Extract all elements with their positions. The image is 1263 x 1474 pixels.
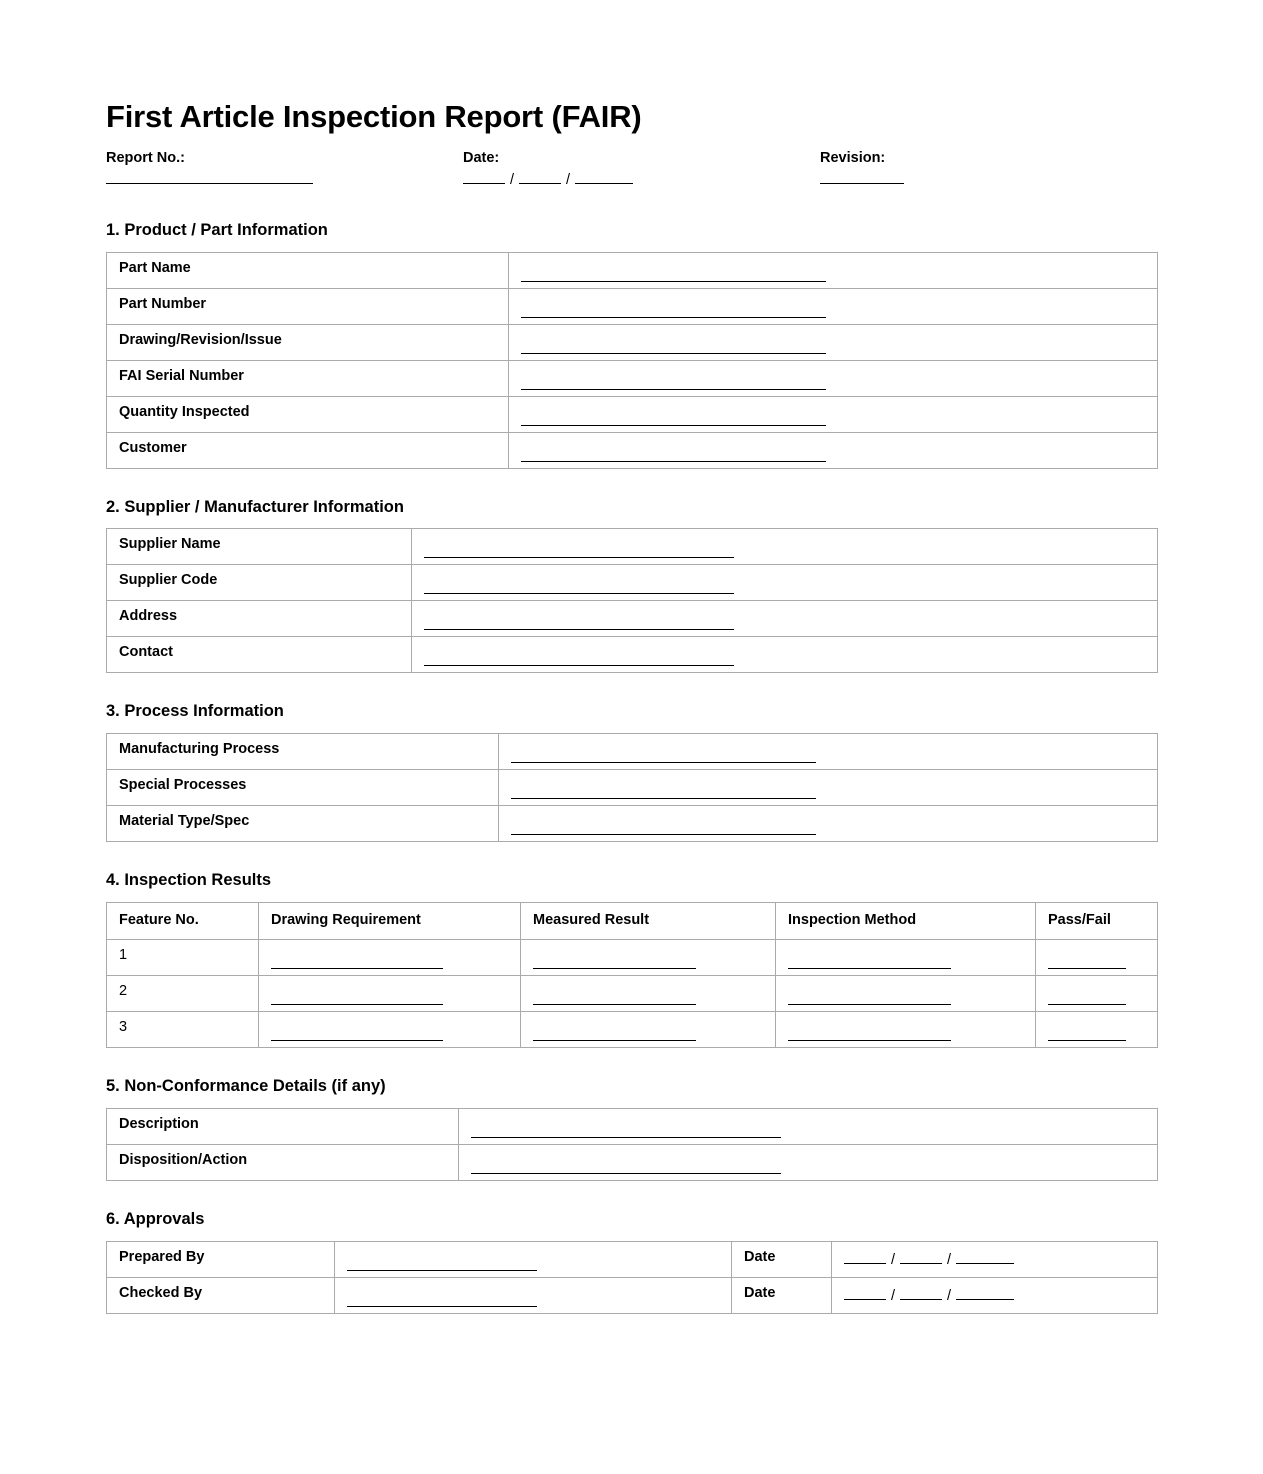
fill-in-line[interactable]: [533, 1004, 696, 1005]
fill-in-line[interactable]: [1048, 1004, 1126, 1005]
column-header-cell: [1036, 902, 1158, 939]
table-row: [107, 396, 1158, 432]
fill-in-line[interactable]: [521, 389, 826, 390]
fill-in-line[interactable]: [521, 353, 826, 354]
pass-fail-value[interactable]: [1036, 976, 1157, 1011]
measured-result-value[interactable]: [521, 940, 775, 975]
row-label: Address: [119, 608, 178, 625]
fill-in-line[interactable]: [788, 1004, 951, 1005]
drawing-requirement-cell[interactable]: [259, 975, 521, 1011]
row-label-cell: [107, 360, 509, 396]
section-heading-product-part-information: 1. Product / Part Information: [106, 220, 328, 239]
row-label-cell: [107, 770, 499, 806]
row-value[interactable]: [509, 253, 1157, 288]
feature-no-cell: [107, 1011, 259, 1047]
fill-in-line[interactable]: [424, 629, 734, 630]
fill-in-line[interactable]: [533, 968, 696, 969]
approver-signature-cell[interactable]: [335, 1241, 732, 1277]
table-product-part-information: [106, 252, 1158, 469]
fill-in-line[interactable]: [1048, 968, 1126, 969]
pass-fail-value[interactable]: [1036, 1012, 1157, 1047]
approver-role-cell: [107, 1277, 335, 1313]
row-value-cell[interactable]: [412, 565, 1158, 601]
row-label: Supplier Code: [119, 572, 218, 589]
row-value-cell[interactable]: [459, 1144, 1158, 1180]
row-value-cell[interactable]: [499, 734, 1158, 770]
row-value-cell[interactable]: [499, 806, 1158, 842]
row-value-cell[interactable]: [509, 288, 1158, 324]
fill-in-line[interactable]: [511, 798, 816, 799]
table-non-conformance-details: [106, 1108, 1158, 1181]
fill-in-line[interactable]: [521, 425, 826, 426]
section-heading-supplier-manufacturer-information: 2. Supplier / Manufacturer Information: [106, 497, 404, 516]
feature-no-cell: [107, 939, 259, 975]
approver-signature-cell[interactable]: [335, 1277, 732, 1313]
table-process-information: [106, 733, 1158, 842]
table-row: [107, 637, 1158, 673]
table-row: [107, 975, 1158, 1011]
row-label-cell: [107, 432, 509, 468]
row-label-cell: [107, 324, 509, 360]
measured-result-value[interactable]: [521, 976, 775, 1011]
column-header: Pass/Fail: [1048, 911, 1111, 928]
table-approvals: [106, 1241, 1158, 1314]
table-row: [107, 529, 1158, 565]
approver-signature-value[interactable]: [335, 1242, 731, 1277]
table-row: [107, 1144, 1158, 1180]
approval-date-month-underline[interactable]: [900, 1251, 942, 1264]
approval-date-value[interactable]: [832, 1278, 1157, 1313]
row-label: Supplier Name: [119, 536, 221, 553]
feature-no: 1: [119, 946, 128, 963]
row-value-cell[interactable]: [499, 770, 1158, 806]
table-row: [107, 601, 1158, 637]
approval-date-label-cell: [732, 1277, 832, 1313]
date-blank[interactable]: [463, 170, 633, 188]
revision-label: Revision:: [820, 149, 886, 166]
approver-role-label: Prepared By: [119, 1248, 205, 1265]
table-row: [107, 252, 1158, 288]
approval-date-value[interactable]: [832, 1242, 1157, 1277]
row-value[interactable]: [412, 529, 1157, 564]
approval-date-slash-2: /: [947, 1287, 952, 1304]
approver-role-cell: [107, 1241, 335, 1277]
column-header: Inspection Method: [788, 911, 917, 928]
report-no-label: Report No.:: [106, 149, 185, 166]
column-header-cell: [776, 902, 1036, 939]
drawing-requirement-value[interactable]: [259, 940, 520, 975]
row-value[interactable]: [509, 433, 1157, 468]
row-label: Part Name: [119, 259, 191, 276]
row-value[interactable]: [509, 289, 1157, 324]
row-label: Description: [119, 1115, 199, 1132]
approval-date-slash-1: /: [891, 1287, 896, 1304]
drawing-requirement-value[interactable]: [259, 1012, 520, 1047]
column-header-cell: [259, 902, 521, 939]
row-label: Drawing/Revision/Issue: [119, 331, 282, 348]
revision-blank[interactable]: [820, 170, 904, 188]
row-label: Contact: [119, 644, 173, 661]
row-value-cell[interactable]: [509, 324, 1158, 360]
table-row: [107, 1277, 1158, 1313]
drawing-requirement-cell[interactable]: [259, 939, 521, 975]
drawing-requirement-value[interactable]: [259, 976, 520, 1011]
row-label-cell: [107, 637, 412, 673]
row-value[interactable]: [412, 565, 1157, 600]
row-label: Part Number: [119, 295, 207, 312]
fill-in-line[interactable]: [1048, 1040, 1126, 1041]
table-row: [107, 1011, 1158, 1047]
row-value-cell[interactable]: [509, 432, 1158, 468]
report-no-underline[interactable]: [106, 170, 313, 184]
report-no-blank[interactable]: [106, 170, 313, 188]
row-label: Disposition/Action: [119, 1151, 248, 1168]
approval-date-day-underline[interactable]: [844, 1251, 886, 1264]
inspection-method-value[interactable]: [776, 1012, 1035, 1047]
row-label-cell: [107, 396, 509, 432]
row-label-cell: [107, 806, 499, 842]
fill-in-line[interactable]: [471, 1137, 781, 1138]
row-value-cell[interactable]: [509, 396, 1158, 432]
row-value[interactable]: [499, 806, 1157, 841]
row-label-cell: [107, 288, 509, 324]
row-value-cell[interactable]: [412, 601, 1158, 637]
section-heading-approvals: 6. Approvals: [106, 1209, 205, 1228]
header-meta-row: [106, 149, 1157, 195]
table-row: [107, 288, 1158, 324]
approval-date-year-underline[interactable]: [956, 1251, 1014, 1264]
date-year-underline[interactable]: [575, 170, 633, 184]
fill-in-line[interactable]: [424, 557, 734, 558]
row-label-cell: [107, 601, 412, 637]
row-label: Manufacturing Process: [119, 741, 280, 758]
drawing-requirement-cell[interactable]: [259, 1011, 521, 1047]
table-header-row: [107, 902, 1158, 939]
measured-result-cell[interactable]: [521, 975, 776, 1011]
row-value[interactable]: [412, 637, 1157, 672]
row-value-cell[interactable]: [412, 529, 1158, 565]
column-header: Measured Result: [533, 911, 650, 928]
inspection-method-cell[interactable]: [776, 1011, 1036, 1047]
row-value[interactable]: [509, 397, 1157, 432]
row-label-cell: [107, 1108, 459, 1144]
column-header-cell: [107, 902, 259, 939]
date-slash-1: /: [510, 171, 515, 188]
measured-result-cell[interactable]: [521, 1011, 776, 1047]
row-value[interactable]: [509, 361, 1157, 396]
row-label-cell: [107, 529, 412, 565]
pass-fail-cell[interactable]: [1036, 975, 1158, 1011]
section-heading-inspection-results: 4. Inspection Results: [106, 871, 272, 890]
table-row: [107, 770, 1158, 806]
table-row: [107, 432, 1158, 468]
approval-date-value-cell[interactable]: [832, 1241, 1158, 1277]
row-label: Quantity Inspected: [119, 403, 250, 420]
date-slash-2: /: [566, 171, 571, 188]
approval-date-month-underline[interactable]: [900, 1287, 942, 1300]
table-row: [107, 1241, 1158, 1277]
section-heading-process-information: 3. Process Information: [106, 702, 284, 721]
inspection-method-cell[interactable]: [776, 975, 1036, 1011]
measured-result-value[interactable]: [521, 1012, 775, 1047]
row-label: Customer: [119, 439, 187, 456]
fill-in-line[interactable]: [271, 1004, 443, 1005]
row-value-cell[interactable]: [412, 637, 1158, 673]
fill-in-line[interactable]: [521, 461, 826, 462]
table-row: [107, 324, 1158, 360]
row-value[interactable]: [499, 770, 1157, 805]
row-value[interactable]: [509, 325, 1157, 360]
inspection-method-value[interactable]: [776, 976, 1035, 1011]
table-row: [107, 734, 1158, 770]
section-heading-non-conformance-details: 5. Non-Conformance Details (if any): [106, 1076, 386, 1095]
approver-signature-value[interactable]: [335, 1278, 731, 1313]
row-value[interactable]: [459, 1145, 1157, 1180]
column-header: Feature No.: [119, 911, 199, 928]
approval-date-label: Date: [744, 1284, 776, 1301]
revision-field[interactable]: [820, 149, 904, 188]
date-label: Date:: [463, 149, 500, 166]
inspection-method-value[interactable]: [776, 940, 1035, 975]
row-value[interactable]: [412, 601, 1157, 636]
fill-in-line[interactable]: [533, 1040, 696, 1041]
feature-no-cell: [107, 975, 259, 1011]
approval-date-slash-1: /: [891, 1251, 896, 1268]
table-inspection-results: [106, 902, 1158, 1048]
row-label-cell: [107, 252, 509, 288]
table-row: [107, 806, 1158, 842]
fill-in-line[interactable]: [347, 1270, 537, 1271]
row-label: Special Processes: [119, 777, 247, 794]
report-no-field[interactable]: [106, 149, 313, 188]
approval-date-value-cell[interactable]: [832, 1277, 1158, 1313]
measured-result-cell[interactable]: [521, 939, 776, 975]
pass-fail-value[interactable]: [1036, 940, 1157, 975]
pass-fail-cell[interactable]: [1036, 1011, 1158, 1047]
approval-date-slash-2: /: [947, 1251, 952, 1268]
approval-date-year-underline[interactable]: [956, 1287, 1014, 1300]
row-value[interactable]: [459, 1109, 1157, 1144]
fill-in-line[interactable]: [347, 1306, 537, 1307]
fill-in-line[interactable]: [511, 834, 816, 835]
approval-date-label-cell: [732, 1241, 832, 1277]
table-row: [107, 1108, 1158, 1144]
column-header: Drawing Requirement: [271, 911, 421, 928]
row-value-cell[interactable]: [509, 360, 1158, 396]
date-day-underline[interactable]: [463, 170, 505, 184]
fill-in-line[interactable]: [788, 1040, 951, 1041]
row-value-cell[interactable]: [459, 1108, 1158, 1144]
date-month-underline[interactable]: [519, 170, 561, 184]
approval-date-day-underline[interactable]: [844, 1287, 886, 1300]
approval-date-label: Date: [744, 1248, 776, 1265]
inspection-method-cell[interactable]: [776, 939, 1036, 975]
row-label: FAI Serial Number: [119, 367, 244, 384]
table-row: [107, 939, 1158, 975]
feature-no: 3: [119, 1018, 128, 1035]
table-row: [107, 360, 1158, 396]
row-label-cell: [107, 1144, 459, 1180]
fill-in-line[interactable]: [471, 1173, 781, 1174]
fill-in-line[interactable]: [788, 968, 951, 969]
page-title: First Article Inspection Report (FAIR): [106, 99, 642, 134]
fill-in-line[interactable]: [271, 968, 443, 969]
pass-fail-cell[interactable]: [1036, 939, 1158, 975]
column-header-cell: [521, 902, 776, 939]
revision-underline[interactable]: [820, 170, 904, 184]
fill-in-line[interactable]: [521, 317, 826, 318]
fill-in-line[interactable]: [424, 665, 734, 666]
fill-in-line[interactable]: [271, 1040, 443, 1041]
table-row: [107, 565, 1158, 601]
table-supplier-manufacturer-information: [106, 528, 1158, 673]
row-label-cell: [107, 565, 412, 601]
fill-in-line[interactable]: [521, 281, 826, 282]
row-value[interactable]: [499, 734, 1157, 769]
row-label: Material Type/Spec: [119, 813, 250, 830]
row-label-cell: [107, 734, 499, 770]
date-field[interactable]: [463, 149, 633, 188]
fill-in-line[interactable]: [424, 593, 734, 594]
feature-no: 2: [119, 982, 128, 999]
row-value-cell[interactable]: [509, 252, 1158, 288]
fill-in-line[interactable]: [511, 762, 816, 763]
approver-role-label: Checked By: [119, 1284, 203, 1301]
